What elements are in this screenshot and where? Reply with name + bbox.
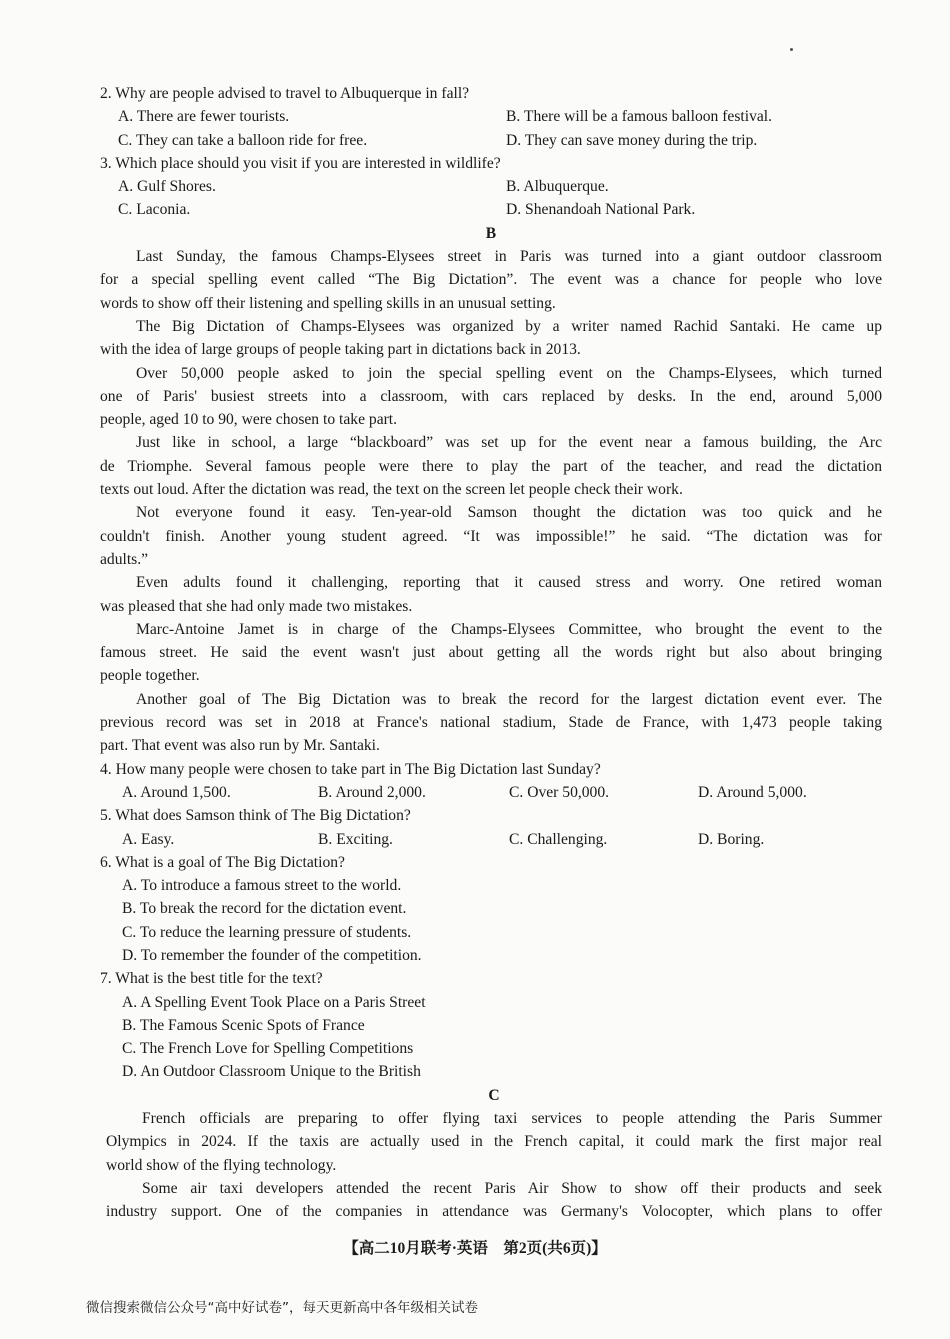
answer-option: D. They can save money during the trip.: [506, 131, 758, 149]
paragraph-line: world show of the flying technology.: [106, 1156, 337, 1174]
answer-option: B. Exciting.: [318, 830, 393, 848]
option-row: [100, 828, 882, 851]
paragraph-line: industry support. One of the companies in attendance was Germany's Volocopter, which plans to offer: [106, 1203, 882, 1221]
answer-option: C. Laconia.: [118, 201, 191, 219]
question-stem: 4. How many people were chosen to take part in The Big Dictation last Sunday?: [100, 760, 601, 778]
option-row: [100, 198, 882, 221]
answer-option: A. A Spelling Event Took Place on a Paris Street: [122, 993, 426, 1011]
paragraph-line: famous street. He said the event wasn't just about getting all the words right but also about bringing: [100, 644, 882, 662]
section-c: [106, 1084, 882, 1224]
section-heading: B: [485, 224, 497, 242]
section-b: [100, 222, 882, 1084]
answer-option: C. They can take a balloon ride for free.: [118, 131, 368, 149]
answer-option: D. An Outdoor Classroom Unique to the British: [122, 1063, 421, 1081]
paragraph-line: The Big Dictation of Champs-Elysees was organized by a writer named Rachid Santaki. He came up: [136, 317, 882, 335]
answer-option: B. Around 2,000.: [318, 783, 426, 801]
answer-option: A. Around 1,500.: [122, 783, 231, 801]
answer-option: A. Gulf Shores.: [118, 178, 216, 196]
passage-paragraph: [100, 501, 882, 571]
option-row: [100, 781, 882, 804]
passage-paragraph: [100, 618, 882, 688]
option-row: [100, 105, 882, 128]
answer-option: D. Boring.: [698, 830, 765, 848]
page-footer: 【高二10月联考·英语 第2页(共6页)】: [343, 1240, 607, 1257]
question-stem: 5. What does Samson think of The Big Dictation?: [100, 807, 411, 825]
passage-paragraph: [100, 571, 882, 618]
passage-paragraph: [100, 688, 882, 758]
answer-option: B. There will be a famous balloon festival.: [506, 108, 773, 126]
question-stem: 7. What is the best title for the text?: [100, 970, 323, 988]
answer-option: B. The Famous Scenic Spots of France: [122, 1016, 365, 1034]
paragraph-line: people together.: [100, 667, 200, 685]
paragraph-line: Olympics in 2024. If the taxis are actually used in the French capital, it could mark the first major real: [106, 1133, 882, 1151]
question-block: [100, 804, 882, 851]
paragraph-line: Just like in school, a large “blackboard” was set up for the event near a famous building, the Arc: [136, 434, 882, 452]
question-block: [100, 758, 882, 805]
exam-page-content: [100, 82, 882, 1224]
paragraph-line: Marc-Antoine Jamet is in charge of the Champs-Elysees Committee, who brought the event to the: [136, 620, 882, 638]
paragraph-line: French officials are preparing to offer flying taxi services to people attending the Paris Summer: [142, 1110, 882, 1128]
passage-paragraph: [100, 245, 882, 315]
question-stem: 3. Which place should you visit if you are interested in wildlife?: [100, 154, 501, 172]
question-stem: 2. Why are people advised to travel to Albuquerque in fall?: [100, 85, 470, 102]
answer-option: C. Challenging.: [509, 830, 608, 848]
section-heading: C: [488, 1086, 500, 1104]
paragraph-line: de Triomphe. Several famous people were there to play the part of the teacher, and read the dictation: [100, 457, 882, 475]
paragraph-line: Some air taxi developers attended the recent Paris Air Show to show off their products and seek: [142, 1179, 882, 1197]
answer-option: A. Easy.: [122, 830, 175, 848]
question-stem: 6. What is a goal of The Big Dictation?: [100, 853, 345, 871]
option-row: [100, 129, 882, 152]
paragraph-line: Another goal of The Big Dictation was to break the record for the largest dictation event ever. The: [136, 690, 882, 708]
paragraph-line: Not everyone found it easy. Ten-year-old Samson thought the dictation was too quick and he: [136, 504, 882, 522]
answer-option: A. To introduce a famous street to the world.: [122, 877, 402, 895]
paragraph-line: was pleased that she had only made two mistakes.: [100, 597, 413, 615]
paragraph-line: Even adults found it challenging, reporting that it caused stress and worry. One retired woman: [136, 574, 882, 592]
answer-option: D. Shenandoah National Park.: [506, 201, 696, 219]
paragraph-line: part. That event was also run by Mr. Santaki.: [100, 737, 380, 755]
answer-option: D. To remember the founder of the competition.: [122, 946, 422, 964]
answer-option: B. Albuquerque.: [506, 178, 609, 196]
passage-paragraph: [100, 362, 882, 432]
paragraph-line: for a special spelling event called “The Big Dictation”. The event was a chance for people who love: [100, 271, 882, 289]
paragraph-line: couldn't finish. Another young student agreed. “It was impossible!” he said. “The dictation was for: [100, 527, 882, 545]
paragraph-line: with the idea of large groups of people taking part in dictations back in 2013.: [100, 341, 581, 359]
paragraph-line: Over 50,000 people asked to join the special spelling event on the Champs-Elysees, which turned: [136, 364, 882, 382]
answer-option: B. To break the record for the dictation event.: [122, 900, 407, 918]
paragraph-line: adults.”: [100, 550, 149, 568]
paragraph-line: one of Paris' busiest streets into a classroom, with cars replaced by desks. In the end, around 5,000: [100, 387, 882, 405]
answer-option: C. Over 50,000.: [509, 783, 610, 801]
passage-paragraph: [100, 315, 882, 362]
option-row: [100, 175, 882, 198]
paragraph-line: Last Sunday, the famous Champs-Elysees street in Paris was turned into a giant outdoor classroom: [136, 248, 882, 266]
passage-paragraph: [100, 431, 882, 501]
answer-option: D. Around 5,000.: [698, 783, 807, 801]
passage-paragraph: [106, 1107, 882, 1177]
question-block: [100, 967, 882, 1083]
answer-option: A. There are fewer tourists.: [118, 108, 290, 126]
passage-paragraph: [106, 1177, 882, 1224]
paragraph-line: words to show off their listening and spelling skills in an unusual setting.: [100, 294, 556, 312]
question-block: [100, 851, 882, 967]
paragraph-line: people, aged 10 to 90, were chosen to take part.: [100, 411, 398, 429]
paragraph-line: texts out loud. After the dictation was read, the text on the screen let people check their work.: [100, 481, 683, 499]
paragraph-line: previous record was set in 2018 at France's national stadium, Stade de France, with 1,473 people taking: [100, 714, 882, 732]
answer-option: C. The French Love for Spelling Competitions: [122, 1040, 414, 1058]
scan-speck: [790, 48, 793, 51]
answer-option: C. To reduce the learning pressure of students.: [122, 923, 412, 941]
watermark-text: 微信搜索微信公众号“高中好试卷”，每天更新高中各年级相关试卷: [86, 1300, 478, 1316]
